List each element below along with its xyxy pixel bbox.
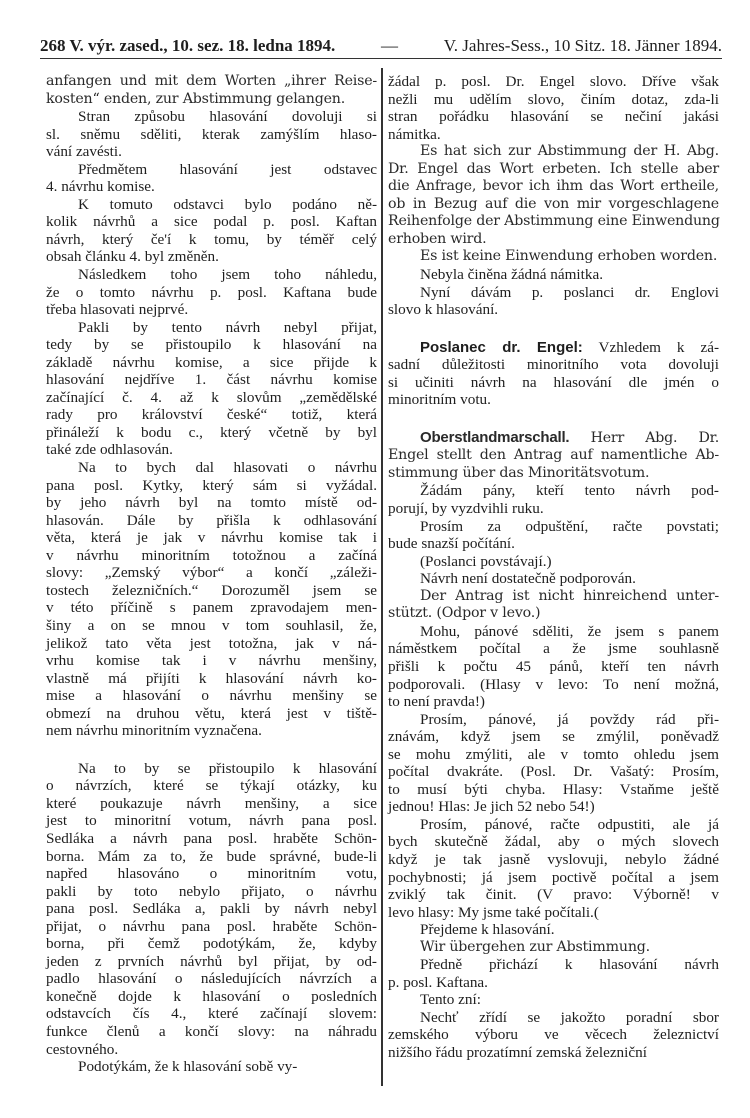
paragraph: [388, 991, 719, 1009]
header-german: V. Jahres-Sess., 10 Sitz. 18. Jänner 1894.: [443, 36, 722, 55]
text-line: borna. Mám za to, že bude správné, bude-li: [46, 847, 377, 865]
text-line: padlo hlasování o následujících návrzích a: [46, 970, 377, 988]
text-line: K tomuto odstavci bylo podáno ně-: [78, 195, 377, 213]
paragraph: [388, 339, 719, 409]
paragraph: [388, 73, 719, 143]
text-line: napřed hlasováno o minoritním votu,: [46, 865, 377, 883]
text-line: by jeho návrh byl na tomto místě od-: [46, 494, 377, 512]
running-header: [40, 30, 722, 59]
paragraph: [46, 1058, 377, 1076]
text-line: Návrh není dostatečně podporován.: [420, 570, 636, 588]
text-line: Wir übergehen zur Abstimmung.: [420, 938, 650, 955]
text-line: základě návrhu komise, a sice přijde k: [46, 353, 377, 371]
text-line: Der Antrag ist nicht hinreichend unter-: [420, 587, 719, 604]
text-line: porují, by vyzdvihli ruku.: [388, 500, 544, 518]
text-line: Es ist keine Einwendung erhoben worden.: [420, 248, 718, 265]
text-line: borna, při čemž podotýkám, že, kdyby: [46, 935, 377, 953]
text-line: Předně přichází k hlasování návrh: [420, 956, 719, 974]
text-line: že o tomto návrhu p. posl. Kaftana bude: [46, 283, 377, 301]
header-separator: —: [381, 36, 399, 55]
text-line: návrh, který če'í k tomu, by téměř celý: [46, 230, 377, 248]
text-line: cestovného.: [46, 1040, 119, 1058]
text-section: [388, 339, 719, 409]
paragraph: [46, 319, 377, 459]
text-line: bych skutečně žádal, aby o mých slovech: [388, 833, 719, 851]
text-line: pakli by toto nebylo přijato, o návrhu: [46, 882, 377, 900]
line-text: Herr Abg. Dr.: [590, 429, 720, 446]
text-line: znávám, když jsem se zmýlil, poněvadž: [388, 728, 719, 746]
text-line: věta, která je jak v návrhu komise tak i: [46, 529, 377, 547]
paragraph: [46, 73, 377, 108]
text-line: Pakli by tento návrh nebyl přijat,: [78, 318, 377, 336]
text-line: to musí býti chyba. Hlasy: Vstaňme ještě: [388, 780, 719, 798]
text-line: šiny a on se mnou v tom souhlasil, že,: [46, 616, 377, 634]
text-section: [388, 429, 719, 1062]
text-line: Tento zní:: [420, 991, 481, 1009]
text-line: Es hat sich zur Abstimmung der H. Abg.: [420, 143, 719, 160]
paragraph: [388, 248, 719, 266]
text-line: které poukazuje návrh menšiny, a sice: [46, 794, 377, 812]
text-line: přináleží k bodu c., který včetně by byl: [46, 423, 377, 441]
text-line: Prosím, pánové, já povždy rád při-: [420, 710, 719, 728]
text-line: přišli k počtu 45 pánů, kteří ten návrh: [388, 657, 719, 675]
text-line: třeba hlasovati nejprvé.: [46, 301, 189, 319]
paragraph: [388, 284, 719, 319]
paragraph: [388, 588, 719, 623]
text-line: obsah článku 4. byl změněn.: [46, 248, 219, 266]
text-line: v návrhu minoritním totožnou a začíná: [46, 546, 377, 564]
text-line: p. posl. Kaftana.: [388, 973, 488, 991]
text-line: Prosím za odpuštění, račte povstati;: [420, 517, 719, 535]
text-line: nižšího řádu prozatímní zemská železniční: [388, 1043, 647, 1061]
text-section: [388, 73, 719, 319]
text-line: Stran způsobu hlasování dovoluji si: [78, 108, 377, 126]
paragraph: [388, 429, 719, 483]
text-line: Engel stellt den Antrag auf namentliche Ab-: [388, 447, 719, 464]
text-line: počítal dvakráte. (Posl. Dr. Vašatý: Prosím,: [388, 763, 719, 781]
text-line: 4. návrhu komise.: [46, 178, 155, 196]
text-line: bude snazší počítání.: [388, 535, 515, 553]
text-line: Nyní dávám p. poslanci dr. Englovi: [420, 283, 719, 301]
text-line: sadní důležitosti minoritního vota dovoluji: [388, 356, 719, 374]
paragraph: [388, 1009, 719, 1062]
text-line: [388, 339, 719, 357]
text-line: minoritním votu.: [388, 391, 491, 409]
text-line: mise a hlasování o návrhu menšiny se: [46, 687, 377, 705]
text-line: pana posl. Kytky, který sám si vyžádal.: [46, 476, 377, 494]
text-line: (Poslanci povstávají.): [420, 552, 552, 570]
text-line: Prosím, pánové, račte odpustiti, ale já: [420, 815, 719, 833]
text-line: Reihenfolge der Abstimmung eine Einwendung: [388, 213, 720, 230]
text-line: Dr. Engel das Wort erbeten. Ich stelle aber: [388, 160, 719, 177]
paragraph: [388, 816, 719, 921]
header-left-text: 268 V. výr. zased., 10. sez. 18. ledna 1894.: [40, 36, 336, 55]
paragraph: [46, 459, 377, 740]
text-section: [46, 760, 377, 1076]
text-line: vání zavésti.: [46, 143, 122, 161]
text-line: sl. sněmu sděliti, kterak zamýšlím hlaso-: [46, 125, 377, 143]
text-line: anfangen und mit dem Worten „ihrer Reise-: [46, 73, 377, 89]
paragraph: [46, 266, 377, 319]
text-line: Předmětem hlasování jest odstavec: [78, 160, 377, 178]
text-line: podporovali. (Hlasy v levo: To není možná,: [388, 675, 719, 693]
text-line: stran pořádku hlasování se nečiní jakási: [388, 108, 719, 126]
left-column: [46, 73, 377, 1076]
paragraph: [46, 760, 377, 1058]
text-line: Přejdeme k hlasování.: [420, 921, 555, 939]
paragraph: [388, 623, 719, 711]
text-line: die Anfrage, bevor ich ihm das Wort ertheile,: [388, 178, 719, 195]
text-line: ob in Bezug auf die von mir vorgeschlagene: [388, 195, 719, 212]
text-line: funkce členů a končí slovy: na náhradu: [46, 1022, 377, 1040]
text-line: jelikož tato věta jest totožna, jak v ná-: [46, 634, 377, 652]
column-divider: [381, 68, 383, 1086]
text-line: zemského výboru ve věcech železnictví: [388, 1026, 719, 1044]
paragraph: [388, 266, 719, 284]
text-line: Podotýkám, že k hlasování sobě vy-: [78, 1058, 298, 1076]
paragraph: [388, 711, 719, 816]
text-line: začínající č. 4. až k slovům „zemědělské: [46, 388, 377, 406]
text-line: [388, 429, 719, 448]
paragraph: [388, 553, 719, 571]
text-line: erhoben wird.: [388, 230, 487, 247]
text-line: obmezí na druhou větu, která jest v tiště-: [46, 704, 377, 722]
text-line: Následkem toho jsem toho náhledu,: [78, 266, 377, 284]
text-line: to není pravda!): [388, 693, 485, 711]
text-line: Nechť zřídí se jakožto poradní sbor: [420, 1008, 719, 1026]
text-line: také zde odhlasován.: [46, 441, 173, 459]
speaker-name: Poslanec dr. Engel:: [420, 338, 583, 356]
text-line: slovy: „Zemský výbor“ a končí „záleži-: [46, 564, 377, 582]
paragraph: [46, 196, 377, 266]
text-line: námitka.: [388, 125, 441, 143]
text-line: přijat, o návrhu pana posl. hraběte Schön-: [46, 917, 377, 935]
text-line: Na to bych dal hlasovati o návrhu: [78, 459, 377, 477]
paragraph: [388, 570, 719, 588]
text-section: [46, 73, 377, 740]
text-line: rady pro království české“ totiž, která: [46, 406, 377, 424]
text-line: náměstkem počítal a že jsme souhlasně: [388, 640, 719, 658]
text-line: odstavcích čís 4., které začínají slovem:: [46, 1005, 377, 1023]
text-line: levo hlasy: My jsme také počítali.(: [388, 903, 599, 921]
paragraph: [388, 939, 719, 957]
text-line: Žádám pány, kteří tento návrh pod-: [420, 482, 719, 500]
text-line: zviklý tak činit. (V pravo: Výborně! v: [388, 886, 719, 904]
text-line: slovo k hlasování.: [388, 301, 499, 319]
text-line: kolik návrhů a sice podal p. posl. Kaftan: [46, 213, 377, 231]
paragraph: [46, 108, 377, 161]
paragraph: [388, 143, 719, 248]
text-line: nežli mu udělím slovo, činím dotaz, zda-li: [388, 90, 719, 108]
text-line: v této příčině s panem zpravodajem men-: [46, 599, 377, 617]
paragraph: [388, 921, 719, 939]
paragraph: [388, 956, 719, 991]
paragraph: [388, 518, 719, 553]
header-czech: [40, 36, 335, 56]
text-line: nem návrhu minoritním vyznačena.: [46, 722, 262, 740]
text-line: jest to minoritní votum, návrh pana posl.: [46, 812, 377, 830]
text-line: vlastně má přijíti k hlasování návrh ko-: [46, 669, 377, 687]
text-line: Na to by se přistoupilo k hlasování: [78, 759, 377, 777]
text-line: stimmung über das Minoritätsvotum.: [388, 464, 650, 481]
text-line: Sedláka a návrh pana posl. hraběte Schön-: [46, 829, 377, 847]
text-line: vrhu komise tak i v návrhu menšiny,: [46, 652, 377, 670]
speaker-name: Oberstlandmarschall.: [420, 428, 570, 446]
text-line: se mohu zmýliti, ale v tomto ohledu jsem: [388, 745, 719, 763]
text-line: o návrzích, které se týkají otázky, ku: [46, 777, 377, 795]
text-line: tedy by se přistoupilo k hlasování na: [46, 336, 377, 354]
text-line: hlasován. Dále by přišla k odhlasování: [46, 511, 377, 529]
text-line: jeden z prvních návrhů byl přijat, by od-: [46, 952, 377, 970]
text-line: hlasování nejdříve 1. část návrhu komise: [46, 371, 377, 389]
text-line: když je tak jasně vyslovuji, nebylo žádné: [388, 850, 719, 868]
text-line: kosten“ enden, zur Abstimmung gelangen.: [46, 90, 346, 107]
text-line: Mohu, pánové sděliti, že jsem s panem: [420, 622, 719, 640]
text-line: pana posl. Sedláka a, pakli by návrh nebyl: [46, 900, 377, 918]
text-line: pochybnosti; já jsem poctivě počítal a jsem: [388, 868, 719, 886]
paragraph: [46, 161, 377, 196]
text-line: stützt. (Odpor v levo.): [388, 605, 541, 622]
text-line: jednou! Hlas: Je jich 52 nebo 54!): [388, 798, 595, 816]
text-line: tostech železničních.“ Dorozuměl jsem se: [46, 581, 377, 599]
text-line: Nebyla činěna žádná námitka.: [420, 266, 604, 284]
paragraph: [388, 482, 719, 517]
right-column: [388, 73, 719, 1062]
text-line: žádal p. posl. Dr. Engel slovo. Dříve však: [388, 73, 719, 90]
text-line: konečně dojde k hlasování o posledních: [46, 987, 377, 1005]
line-text: Vzhledem k zá-: [598, 338, 719, 356]
text-line: si učiniti návrh na hlasování dle jmén o: [388, 373, 719, 391]
